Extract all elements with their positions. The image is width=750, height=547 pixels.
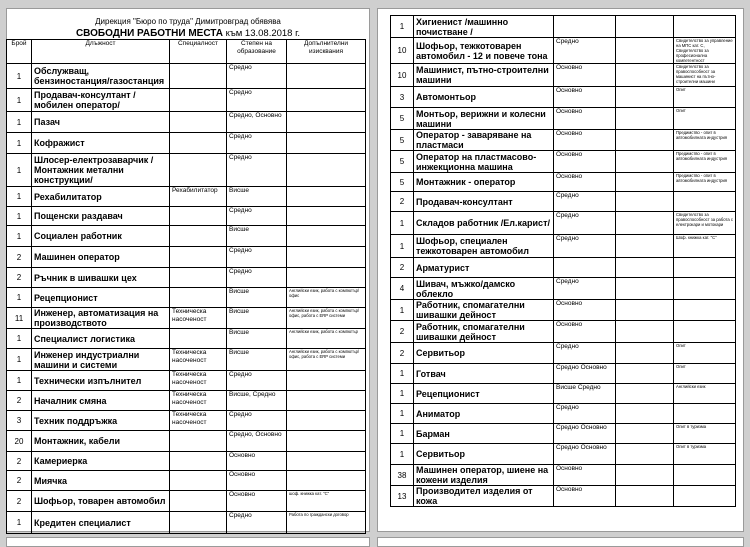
cell-specialty bbox=[170, 288, 227, 308]
cell-position: Рецепционист bbox=[414, 384, 554, 404]
cell-requirements bbox=[287, 452, 366, 471]
table-row bbox=[7, 226, 366, 247]
cell-position: Специалист логистика bbox=[32, 329, 170, 349]
cell-education: Средно bbox=[227, 207, 287, 226]
cell-count: 1 bbox=[7, 133, 32, 154]
cell-position: Монтажник, кабели bbox=[32, 431, 170, 452]
cell-specialty bbox=[170, 452, 227, 471]
cell-count: 2 bbox=[7, 268, 32, 288]
cell-education bbox=[616, 87, 674, 108]
cell-position: Пощенски раздавач bbox=[32, 207, 170, 226]
cell-requirements: шоф. книжка кат. "С" bbox=[287, 491, 366, 512]
cell-position: Пазач bbox=[32, 112, 170, 133]
cell-requirements: Предимство - опит в автомобилната индустрия bbox=[674, 173, 736, 192]
cell-specialty: Средно Основно bbox=[554, 424, 616, 444]
table-header-row bbox=[7, 40, 366, 64]
cell-count: 1 bbox=[391, 300, 414, 321]
cell-education bbox=[616, 192, 674, 212]
cell-specialty bbox=[170, 112, 227, 133]
cell-position: Машинен оператор bbox=[32, 247, 170, 268]
table-row bbox=[391, 424, 736, 444]
cell-specialty bbox=[554, 16, 616, 38]
cell-education: Средно bbox=[227, 133, 287, 154]
cell-education: Основно bbox=[227, 471, 287, 491]
table-row bbox=[7, 247, 366, 268]
cell-count: 38 bbox=[391, 465, 414, 486]
cell-count: 5 bbox=[391, 151, 414, 173]
cell-position: Рецепционист bbox=[32, 288, 170, 308]
cell-education bbox=[616, 321, 674, 343]
cell-requirements bbox=[287, 133, 366, 154]
cell-specialty bbox=[170, 491, 227, 512]
cell-count: 1 bbox=[7, 512, 32, 534]
cell-requirements bbox=[287, 207, 366, 226]
cell-requirements: Опит в туризма bbox=[674, 444, 736, 465]
cell-education bbox=[616, 212, 674, 235]
cell-requirements bbox=[287, 268, 366, 288]
table-row bbox=[391, 465, 736, 486]
cell-count: 3 bbox=[391, 87, 414, 108]
table-row bbox=[391, 173, 736, 192]
cell-requirements bbox=[287, 226, 366, 247]
cell-education bbox=[616, 300, 674, 321]
cell-specialty bbox=[170, 64, 227, 89]
cell-specialty bbox=[170, 268, 227, 288]
cell-position: Ръчник в шивашки цех bbox=[32, 268, 170, 288]
cell-specialty bbox=[554, 258, 616, 278]
table-row bbox=[391, 87, 736, 108]
cell-position: Рехабилитатор bbox=[32, 187, 170, 207]
cell-specialty: Средно bbox=[554, 404, 616, 424]
cell-specialty: Средно bbox=[554, 343, 616, 364]
cell-requirements bbox=[674, 192, 736, 212]
vacancies-table-right bbox=[390, 15, 736, 507]
table-row bbox=[7, 268, 366, 288]
cell-requirements bbox=[287, 411, 366, 431]
cell-education: Висше bbox=[227, 226, 287, 247]
cell-education bbox=[616, 38, 674, 64]
cell-count: 3 bbox=[7, 411, 32, 431]
cell-specialty: Средно bbox=[554, 235, 616, 258]
cell-count: 1 bbox=[7, 329, 32, 349]
cell-position: Аниматор bbox=[414, 404, 554, 424]
cell-requirements bbox=[287, 112, 366, 133]
table-row bbox=[391, 130, 736, 151]
cell-position: Шлосер-електрозаварчик /Монтажник метални конструкции/ bbox=[32, 154, 170, 187]
col-education-header: Степен на образование bbox=[227, 40, 287, 64]
cell-count: 1 bbox=[391, 444, 414, 465]
cell-count: 4 bbox=[391, 278, 414, 300]
table-row bbox=[391, 444, 736, 465]
table-row bbox=[7, 64, 366, 89]
table-row bbox=[391, 16, 736, 38]
cell-requirements bbox=[287, 89, 366, 112]
cell-count: 1 bbox=[7, 89, 32, 112]
cell-position: Складов работник /Ел.карист/ bbox=[414, 212, 554, 235]
cell-education bbox=[616, 173, 674, 192]
page-title: СВОБОДНИ РАБОТНИ МЕСТА bbox=[75, 28, 224, 39]
cell-education bbox=[616, 364, 674, 384]
cell-education bbox=[616, 235, 674, 258]
cell-count: 1 bbox=[391, 384, 414, 404]
cell-position: Шивач, мъжко/дамско облекло bbox=[414, 278, 554, 300]
cell-count: 1 bbox=[7, 112, 32, 133]
cell-requirements: Свидетелство за правоспособност за машинист на пътно-строителни машини bbox=[674, 64, 736, 87]
table-row bbox=[391, 343, 736, 364]
table-row bbox=[391, 64, 736, 87]
cell-position: Сервитьор bbox=[414, 444, 554, 465]
cell-requirements bbox=[674, 486, 736, 507]
cell-specialty: Техническа насоченост bbox=[170, 371, 227, 391]
table-row bbox=[7, 452, 366, 471]
cell-count: 2 bbox=[391, 258, 414, 278]
cell-specialty: Основно bbox=[554, 465, 616, 486]
cell-specialty: Техническа насоченост bbox=[170, 349, 227, 371]
cell-specialty bbox=[170, 247, 227, 268]
cell-education: Средно bbox=[227, 512, 287, 534]
table-row bbox=[391, 235, 736, 258]
cell-specialty: Средно bbox=[554, 192, 616, 212]
cell-specialty bbox=[170, 329, 227, 349]
cell-position: Машинен оператор, шиене на кожени изделия bbox=[414, 465, 554, 486]
cell-requirements: Предимство - опит в автомобилната индустрия bbox=[674, 151, 736, 173]
cell-position: Оператор - заваряване на пластмаси bbox=[414, 130, 554, 151]
cell-count: 2 bbox=[7, 471, 32, 491]
table-row bbox=[7, 329, 366, 349]
cell-education: Средно bbox=[227, 64, 287, 89]
cell-education bbox=[616, 151, 674, 173]
cell-count: 2 bbox=[7, 452, 32, 471]
cell-requirements: Английски език bbox=[674, 384, 736, 404]
col-requirements-header: Допълнителни изисквания bbox=[287, 40, 366, 64]
left-page bbox=[6, 8, 370, 532]
cell-position: Арматурист bbox=[414, 258, 554, 278]
col-count-header: Брой bbox=[7, 40, 32, 64]
cell-count: 1 bbox=[391, 424, 414, 444]
cell-requirements: Предимство - опит в автомобилната индустрия bbox=[674, 130, 736, 151]
cell-position: Обслужващ, бензиностанция/газостанция bbox=[32, 64, 170, 89]
cell-education: Висше bbox=[227, 329, 287, 349]
cell-requirements bbox=[287, 64, 366, 89]
table-row bbox=[391, 384, 736, 404]
cell-position: Монтажник - оператор bbox=[414, 173, 554, 192]
table-row bbox=[7, 133, 366, 154]
col-specialty-header: Специалност bbox=[170, 40, 227, 64]
cell-count: 2 bbox=[391, 192, 414, 212]
table-row bbox=[391, 108, 736, 130]
cell-requirements bbox=[287, 471, 366, 491]
cell-education: Основно bbox=[227, 491, 287, 512]
table-row bbox=[7, 288, 366, 308]
cell-count: 10 bbox=[391, 38, 414, 64]
next-page-left bbox=[6, 537, 370, 547]
table-row bbox=[7, 512, 366, 534]
cell-education bbox=[616, 16, 674, 38]
cell-count: 2 bbox=[7, 491, 32, 512]
table-row bbox=[7, 112, 366, 133]
header-date: към 13.08.2018 г. bbox=[225, 28, 301, 39]
cell-position: Продавач-консултант /мобилен оператор/ bbox=[32, 89, 170, 112]
cell-position: Продавач-консултант bbox=[414, 192, 554, 212]
cell-count: 2 bbox=[7, 391, 32, 411]
table-row bbox=[7, 411, 366, 431]
cell-specialty: Основно bbox=[554, 151, 616, 173]
cell-requirements bbox=[287, 391, 366, 411]
cell-education bbox=[616, 258, 674, 278]
cell-education bbox=[616, 424, 674, 444]
cell-requirements bbox=[287, 247, 366, 268]
cell-position: Работник, спомагателни шивашки дейност bbox=[414, 300, 554, 321]
cell-count: 1 bbox=[7, 187, 32, 207]
cell-position: Монтьор, верижни и колесни машини bbox=[414, 108, 554, 130]
col-position-header: Длъжност bbox=[32, 40, 170, 64]
table-row bbox=[391, 404, 736, 424]
table-row bbox=[391, 364, 736, 384]
cell-position: Машинист, пътно-строителни машини bbox=[414, 64, 554, 87]
table-row bbox=[391, 278, 736, 300]
cell-requirements bbox=[674, 300, 736, 321]
cell-count: 1 bbox=[7, 207, 32, 226]
cell-position: Кредитен специалист bbox=[32, 512, 170, 534]
cell-count: 1 bbox=[391, 404, 414, 424]
cell-position: Производител изделия от кожа bbox=[414, 486, 554, 507]
cell-count: 2 bbox=[391, 343, 414, 364]
table-row bbox=[7, 391, 366, 411]
table-row bbox=[391, 212, 736, 235]
table-row bbox=[7, 491, 366, 512]
cell-position: Инженер индустриални машини и системи bbox=[32, 349, 170, 371]
cell-position: Автомонтьор bbox=[414, 87, 554, 108]
cell-specialty: Средно Основно bbox=[554, 364, 616, 384]
cell-count: 1 bbox=[7, 226, 32, 247]
cell-position: Работник, спомагателни шивашки дейност bbox=[414, 321, 554, 343]
cell-requirements: Английски език, работа с компютър/офис, работа с ERP системи bbox=[287, 349, 366, 371]
cell-requirements bbox=[287, 187, 366, 207]
cell-count: 13 bbox=[391, 486, 414, 507]
cell-position: Готвач bbox=[414, 364, 554, 384]
cell-education: Висше bbox=[227, 308, 287, 329]
cell-position: Хигиенист /машинно почистване / bbox=[414, 16, 554, 38]
page-title-line bbox=[7, 28, 369, 39]
table-row bbox=[7, 154, 366, 187]
cell-requirements: Свидетелство за правоспособност за работа с електрокари и мотокари bbox=[674, 212, 736, 235]
cell-count: 1 bbox=[391, 364, 414, 384]
table-row bbox=[391, 258, 736, 278]
cell-education: Висше bbox=[227, 288, 287, 308]
cell-requirements bbox=[674, 258, 736, 278]
cell-specialty: Основно bbox=[554, 108, 616, 130]
table-row bbox=[7, 371, 366, 391]
cell-specialty: Основно bbox=[554, 87, 616, 108]
cell-specialty bbox=[170, 431, 227, 452]
cell-education: Средно bbox=[227, 268, 287, 288]
cell-requirements bbox=[674, 16, 736, 38]
table-row bbox=[391, 38, 736, 64]
table-row bbox=[7, 207, 366, 226]
cell-count: 5 bbox=[391, 108, 414, 130]
cell-specialty bbox=[170, 471, 227, 491]
cell-position: Камериерка bbox=[32, 452, 170, 471]
cell-specialty bbox=[170, 89, 227, 112]
cell-count: 5 bbox=[391, 130, 414, 151]
table-row bbox=[7, 89, 366, 112]
table-row bbox=[7, 349, 366, 371]
cell-position: Технически изпълнител bbox=[32, 371, 170, 391]
cell-specialty: Основно bbox=[554, 321, 616, 343]
cell-requirements: Шоф. книжка кат. "С" bbox=[674, 235, 736, 258]
cell-specialty: Техническа насоченост bbox=[170, 308, 227, 329]
cell-education bbox=[616, 465, 674, 486]
right-page bbox=[377, 8, 744, 532]
table-row bbox=[7, 308, 366, 329]
cell-specialty: Средно bbox=[554, 38, 616, 64]
cell-requirements bbox=[674, 404, 736, 424]
cell-position: Шофьор, специален тежкотоварен автомобил bbox=[414, 235, 554, 258]
cell-education bbox=[616, 278, 674, 300]
cell-specialty bbox=[170, 154, 227, 187]
cell-education bbox=[616, 108, 674, 130]
cell-education bbox=[616, 64, 674, 87]
cell-position: Началник смяна bbox=[32, 391, 170, 411]
cell-specialty: Техническа насоченост bbox=[170, 411, 227, 431]
cell-count: 1 bbox=[7, 64, 32, 89]
table-row bbox=[7, 471, 366, 491]
cell-education: Средно, Основно bbox=[227, 112, 287, 133]
cell-requirements: Свидетелство за управление на МПС кат. С, Свидетелство за професионална компетентност bbox=[674, 38, 736, 64]
cell-specialty: Основно bbox=[554, 486, 616, 507]
cell-specialty bbox=[170, 133, 227, 154]
cell-specialty bbox=[170, 207, 227, 226]
cell-education bbox=[616, 486, 674, 507]
cell-position: Социален работник bbox=[32, 226, 170, 247]
cell-specialty: Основно bbox=[554, 64, 616, 87]
cell-education bbox=[616, 130, 674, 151]
cell-specialty: Средно bbox=[554, 278, 616, 300]
cell-count: 1 bbox=[7, 288, 32, 308]
cell-requirements: Английски език, работа с компютър/офис, работа с ERP системи bbox=[287, 308, 366, 329]
cell-requirements: Работа по граждански договор bbox=[287, 512, 366, 534]
table-row bbox=[391, 151, 736, 173]
cell-education: Средно bbox=[227, 247, 287, 268]
cell-position: Оператор на пластмасово-инжекционна машина bbox=[414, 151, 554, 173]
cell-specialty bbox=[170, 226, 227, 247]
table-row bbox=[391, 486, 736, 507]
cell-education: Висше, Средно bbox=[227, 391, 287, 411]
cell-requirements: Опит bbox=[674, 87, 736, 108]
cell-requirements bbox=[287, 371, 366, 391]
cell-specialty: Висше Средно bbox=[554, 384, 616, 404]
cell-requirements bbox=[674, 278, 736, 300]
cell-count: 5 bbox=[391, 173, 414, 192]
cell-education: Средно bbox=[227, 89, 287, 112]
cell-count: 20 bbox=[7, 431, 32, 452]
cell-specialty: Основно bbox=[554, 300, 616, 321]
cell-requirements: Английски език, работа с компютър/офис bbox=[287, 288, 366, 308]
cell-specialty: Средно Основно bbox=[554, 444, 616, 465]
cell-position: Сервитьор bbox=[414, 343, 554, 364]
cell-requirements: Английски език, работа с компютър bbox=[287, 329, 366, 349]
next-page-right bbox=[377, 537, 744, 547]
cell-education: Висше bbox=[227, 187, 287, 207]
cell-requirements: Опит bbox=[674, 364, 736, 384]
cell-requirements: Опит в туризма bbox=[674, 424, 736, 444]
cell-position: Кофражист bbox=[32, 133, 170, 154]
cell-requirements bbox=[287, 431, 366, 452]
cell-specialty: Техническа насоченост bbox=[170, 391, 227, 411]
cell-specialty: Основно bbox=[554, 173, 616, 192]
cell-education: Основно bbox=[227, 452, 287, 471]
cell-count: 10 bbox=[391, 64, 414, 87]
cell-specialty: Рехабилитатор bbox=[170, 187, 227, 207]
cell-count: 1 bbox=[7, 371, 32, 391]
cell-count: 2 bbox=[391, 321, 414, 343]
table-row bbox=[7, 187, 366, 207]
cell-specialty: Основно bbox=[554, 130, 616, 151]
cell-count: 1 bbox=[7, 154, 32, 187]
cell-count: 11 bbox=[7, 308, 32, 329]
cell-position: Техник поддръжка bbox=[32, 411, 170, 431]
cell-position: Шофьор, товарен автомобил bbox=[32, 491, 170, 512]
cell-education: Средно bbox=[227, 371, 287, 391]
cell-education: Висше bbox=[227, 349, 287, 371]
cell-position: Миячка bbox=[32, 471, 170, 491]
cell-requirements bbox=[674, 321, 736, 343]
cell-position: Инженер, автоматизация на производството bbox=[32, 308, 170, 329]
vacancies-table-left bbox=[6, 39, 366, 534]
cell-requirements bbox=[674, 465, 736, 486]
table-row bbox=[391, 192, 736, 212]
cell-count: 2 bbox=[7, 247, 32, 268]
cell-education bbox=[616, 404, 674, 424]
cell-requirements bbox=[287, 154, 366, 187]
cell-requirements: Опит bbox=[674, 343, 736, 364]
cell-count: 1 bbox=[391, 235, 414, 258]
cell-education bbox=[616, 343, 674, 364]
cell-specialty: Средно bbox=[554, 212, 616, 235]
cell-requirements: Опит bbox=[674, 108, 736, 130]
cell-education bbox=[616, 444, 674, 465]
cell-count: 1 bbox=[391, 16, 414, 38]
cell-education: Средно, Основно bbox=[227, 431, 287, 452]
header-line: Дирекция "Бюро по труда" Димитровград обявява bbox=[95, 17, 281, 26]
table-row bbox=[7, 431, 366, 452]
cell-education: Средно bbox=[227, 154, 287, 187]
cell-position: Барман bbox=[414, 424, 554, 444]
cell-education: Средно bbox=[227, 411, 287, 431]
cell-position: Шофьор, тежкотоварен автомобил - 12 и повече тона bbox=[414, 38, 554, 64]
table-row bbox=[391, 300, 736, 321]
cell-count: 1 bbox=[7, 349, 32, 371]
cell-count: 1 bbox=[391, 212, 414, 235]
cell-education bbox=[616, 384, 674, 404]
cell-specialty bbox=[170, 512, 227, 534]
table-row bbox=[391, 321, 736, 343]
